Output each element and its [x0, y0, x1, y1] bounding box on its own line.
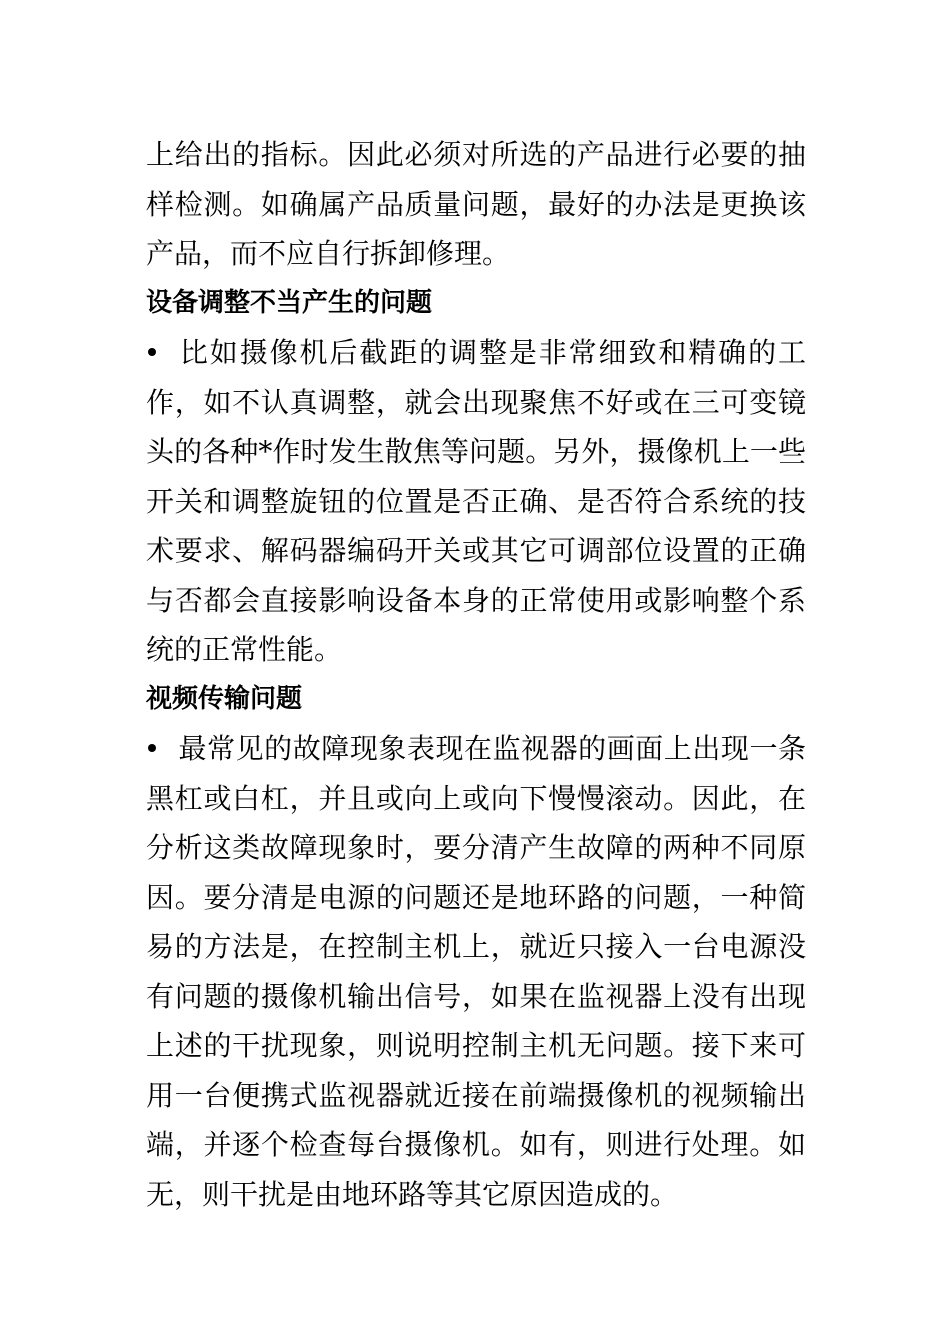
document-page — [146, 130, 806, 1219]
bullet-dot-icon — [148, 744, 156, 752]
bullet-paragraph-video — [146, 724, 806, 1219]
section-heading-equipment-adjustment: 设备调整不当产生的问题 — [146, 287, 433, 318]
bullet-dot-icon — [148, 348, 156, 356]
intro-paragraph-text: 上给出的指标。因此必须对所选的产品进行必要的抽样检测。如确属产品质量问题，最好的办法是更换该产品，而不应自行拆卸修理。 — [146, 138, 806, 270]
intro-paragraph — [146, 130, 806, 279]
bullet-paragraph-video-text: 最常见的故障现象表现在监视器的画面上出现一条黑杠或白杠，并且或向上或向下慢慢滚动。因此，在分析这类故障现象时，要分清产生故障的两种不同原因。要分清是电源的问题还是地环路的问题，一种简易的方法是，在控制主机上，就近只接入一台电源没有问题的摄像机输出信号，如果在监视器上没有出现上述的干扰现象，则说明控制主机无问题。接下来可用一台便携式监视器就近接在前端摄像机的视频输出端，并逐个检查每台摄像机。如有，则进行处理。如无，则干扰是由地环路等其它原因造成的。 — [146, 732, 806, 1211]
bullet-paragraph-adjustment-text: 比如摄像机后截距的调整是非常细致和精确的工作，如不认真调整，就会出现聚焦不好或在三可变镜头的各种*作时发生散焦等问题。另外，摄像机上一些开关和调整旋钮的位置是否正确、是否符合系统的技术要求、解码器编码开关或其它可调部位设置的正确与否都会直接影响设备本身的正常使用或影响整个系统的正常性能。 — [146, 336, 806, 666]
bullet-paragraph-adjustment — [146, 328, 806, 675]
section-heading-video-transmission: 视频传输问题 — [146, 683, 303, 714]
